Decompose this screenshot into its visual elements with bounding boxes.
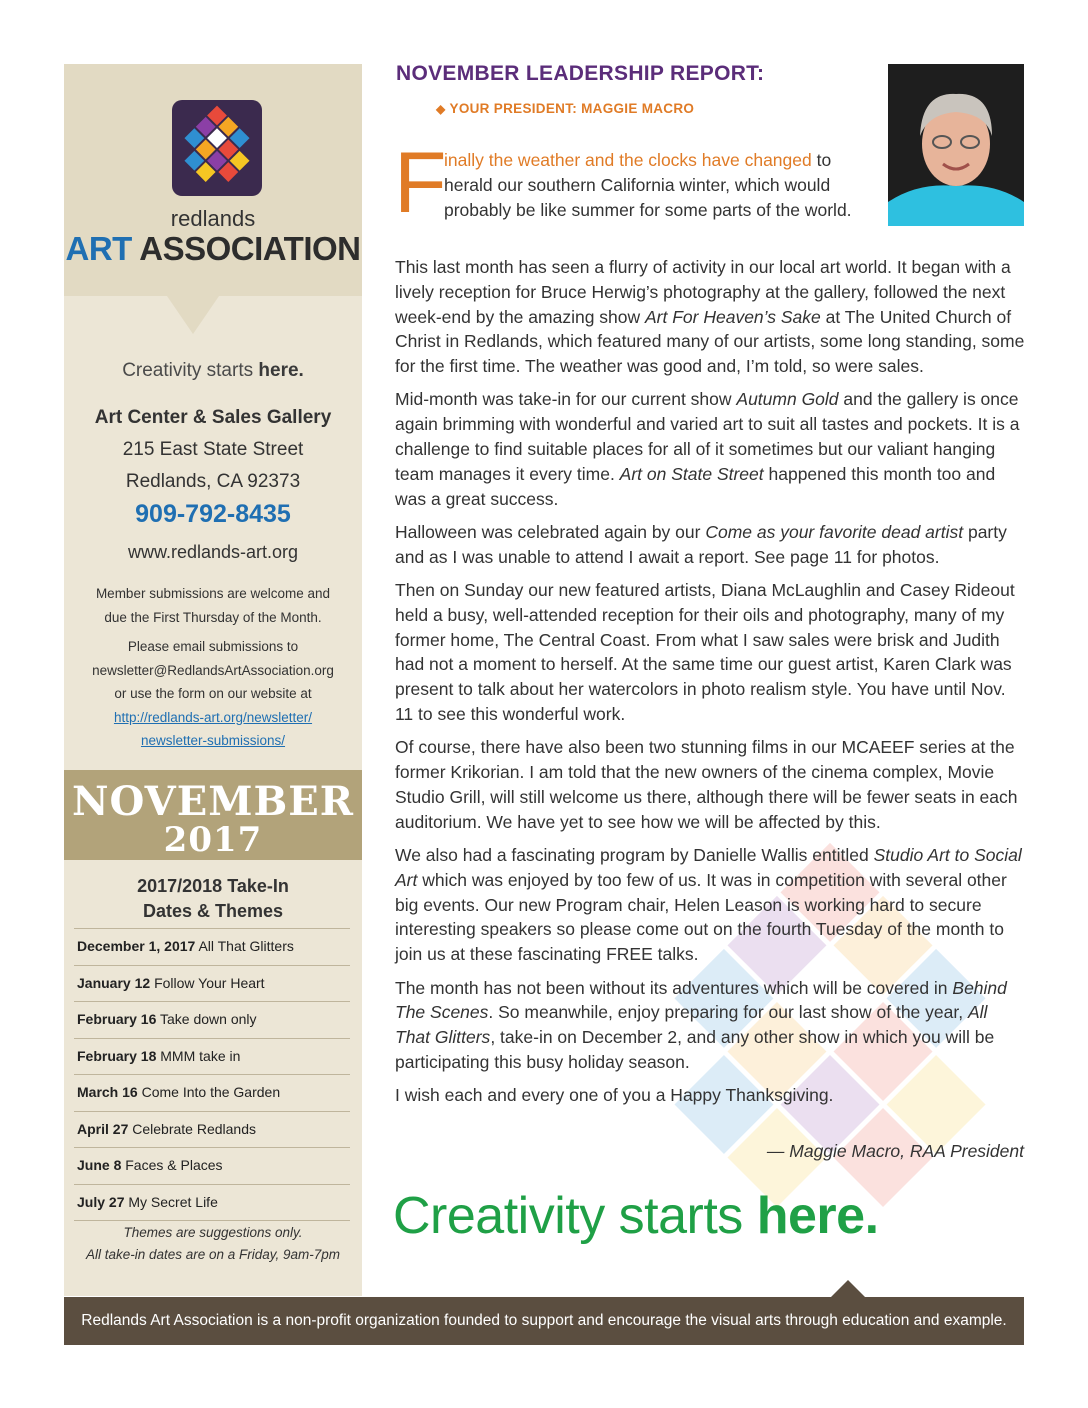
gallery-city: Redlands, CA 92373	[125, 471, 301, 492]
paragraph: We also had a fascinating program by Danielle Wallis entitled Studio Art to Social Art which was enjoyed by too few of us. It was in competition with several other big events. Our new Program chair, Helen Leason is working hard to secure interesting speakers so please come out on the fourth Tuesday of the month to join us at these fascinating FREE talks.	[395, 845, 1022, 965]
takein-date: January 12	[77, 974, 151, 991]
takein-theme: Faces & Places	[125, 1157, 223, 1173]
takein-note-line: All take-in dates are on a Friday, 9am-7pm	[85, 1247, 341, 1262]
tagline-big-bold: here.	[756, 1187, 879, 1245]
president-photo	[888, 64, 1024, 226]
footer-mission: Redlands Art Association is a non-profit organization founded to support and encourage the visual arts through education and example.	[64, 1297, 1024, 1345]
submit-line: or use the form on our website at	[114, 686, 312, 701]
creativity-tagline	[393, 1186, 879, 1246]
tagline-big-start: Creativity starts	[393, 1187, 757, 1245]
takein-item	[74, 1038, 350, 1075]
takein-heading-line: 2017/2018 Take-In	[137, 876, 289, 896]
takein-heading	[64, 874, 362, 924]
takein-theme: Come Into the Garden	[141, 1084, 281, 1100]
tagline-start: Creativity starts	[122, 360, 259, 381]
paragraph: Then on Sunday our new featured artists, Diana McLaughlin and Casey Rideout held a busy, well-attended reception for their oils and photography, many of my former home, The Central Coast. From what I saw sales were brisk and Judith had not a moment to herself. At the same time our guest artist, Karen Clark was present to talk about her watercolors in photo realism style. You have until Nov. 11 to see this wonderful work.	[395, 580, 1015, 725]
logo-pointer	[167, 296, 219, 334]
submission-link-cont[interactable]: newsletter-submissions/	[140, 733, 286, 748]
paragraph: The month has not been without its adventures which will be covered in Behind The Scenes. So meanwhile, enjoy preparing for our last show of the year, All That Glitters, take-in on December 2, and any other show in which you will be participating this busy holiday season.	[395, 977, 1007, 1072]
redlands-logo-icon	[172, 100, 262, 196]
gallery-website[interactable]: www.redlands-art.org	[127, 542, 299, 562]
gallery-phone: 909-792-8435	[135, 500, 291, 528]
takein-item	[74, 1147, 350, 1184]
takein-theme: Take down only	[160, 1011, 257, 1027]
takein-theme: MMM take in	[160, 1047, 241, 1064]
byline-text: YOUR PRESIDENT: MAGGIE MACRO	[449, 101, 695, 116]
president-byline	[436, 101, 694, 116]
takein-theme: All That Glitters	[198, 938, 294, 954]
diamond-bullet-icon: ◆	[436, 102, 446, 116]
takein-note-line: Themes are suggestions only.	[123, 1225, 303, 1240]
tagline-bold: here.	[258, 360, 304, 381]
submission-info	[74, 582, 352, 753]
submission-link[interactable]: http://redlands-art.org/newsletter/	[113, 709, 313, 725]
logo-association-word: ASSOCIATION	[139, 230, 361, 267]
lead-first-line: inally the weather and the clocks have changed	[444, 150, 812, 170]
report-title: NOVEMBER LEADERSHIP REPORT:	[396, 62, 765, 85]
paragraph: Halloween was celebrated again by our Come as your favorite dead artist party and as I was unable to attend I await a report. See page 11 for photos.	[395, 521, 1007, 567]
drop-cap: F	[394, 135, 447, 231]
takein-date: March 16	[77, 1084, 138, 1100]
footer-pointer	[830, 1280, 866, 1298]
signature: — Maggie Macro, RAA President	[766, 1141, 1024, 1161]
submit-line: Please email submissions to	[127, 639, 299, 654]
submit-line: due the First Thursday of the Month.	[104, 609, 322, 625]
paragraph: Of course, there have also been two stunning films in our MCAEEF series at the former Krikorian. I am told that the new owners of the cinema complex, Movie Studio Grill, will still welcome us there, although there will be fewer seats in each auditorium. We have yet to see how we will be affected by this.	[395, 737, 1018, 832]
takein-date: December 1, 2017	[77, 938, 196, 954]
logo-redlands-text: redlands	[170, 206, 256, 231]
takein-date: June 8	[77, 1157, 122, 1173]
gallery-street: 215 East State Street	[122, 439, 304, 460]
takein-item	[74, 1111, 350, 1148]
logo-block	[64, 64, 362, 296]
article-body	[395, 255, 1025, 1117]
takein-date: February 16	[77, 1011, 157, 1027]
gallery-name: Art Center & Sales Gallery	[94, 407, 332, 428]
paragraph: Mid-month was take-in for our current show Autumn Gold and the gallery is once again brimming with wonderful and varied art to suit all tastes and pockets. It is a challenge to find suitable places for all of it sometimes but our valiant hanging team manages it every time. Art on State Street happened this month too and was a great success.	[395, 389, 1020, 509]
takein-item	[74, 928, 350, 965]
takein-theme: Celebrate Redlands	[132, 1120, 256, 1137]
submit-email[interactable]: newsletter@RedlandsArtAssociation.org	[92, 662, 334, 678]
takein-heading-line: Dates & Themes	[142, 901, 284, 921]
lead-paragraph	[444, 148, 874, 223]
sidebar	[64, 64, 362, 1296]
logo-art-word: ART	[65, 230, 132, 267]
takein-list	[74, 928, 350, 1221]
lead-rest: to herald our southern California winter, which would probably be like summer for some parts of the world.	[444, 150, 852, 220]
issue-month: NOVEMBER	[71, 778, 355, 825]
takein-note	[64, 1222, 362, 1266]
logo-association-text	[64, 230, 362, 268]
issue-year: 2017	[163, 820, 263, 860]
takein-date: February 18	[77, 1047, 157, 1064]
gallery-address	[64, 402, 362, 498]
takein-item	[74, 965, 350, 1002]
sidebar-tagline	[64, 360, 362, 382]
submit-line: Member submissions are welcome and	[95, 586, 331, 601]
takein-theme: My Secret Life	[128, 1193, 218, 1210]
paragraph: This last month has seen a flurry of activity in our local art world. It began with a lively reception for Bruce Herwig’s photography at the gallery, followed the next week-end by the amazing show Art For Heaven’s Sake at The United Church of Christ in Redlands, which featured many of our artists, some long standing, some for the first time. The weather was good and, I’m told, so were sales.	[395, 257, 1025, 377]
takein-item	[74, 1184, 350, 1222]
takein-theme: Follow Your Heart	[154, 974, 265, 991]
takein-item	[74, 1074, 350, 1111]
issue-date-banner	[64, 770, 362, 860]
paragraph: I wish each and every one of you a Happy Thanksgiving.	[395, 1085, 834, 1106]
takein-date: April 27	[77, 1120, 129, 1137]
takein-item	[74, 1001, 350, 1038]
takein-date: July 27	[77, 1193, 125, 1210]
